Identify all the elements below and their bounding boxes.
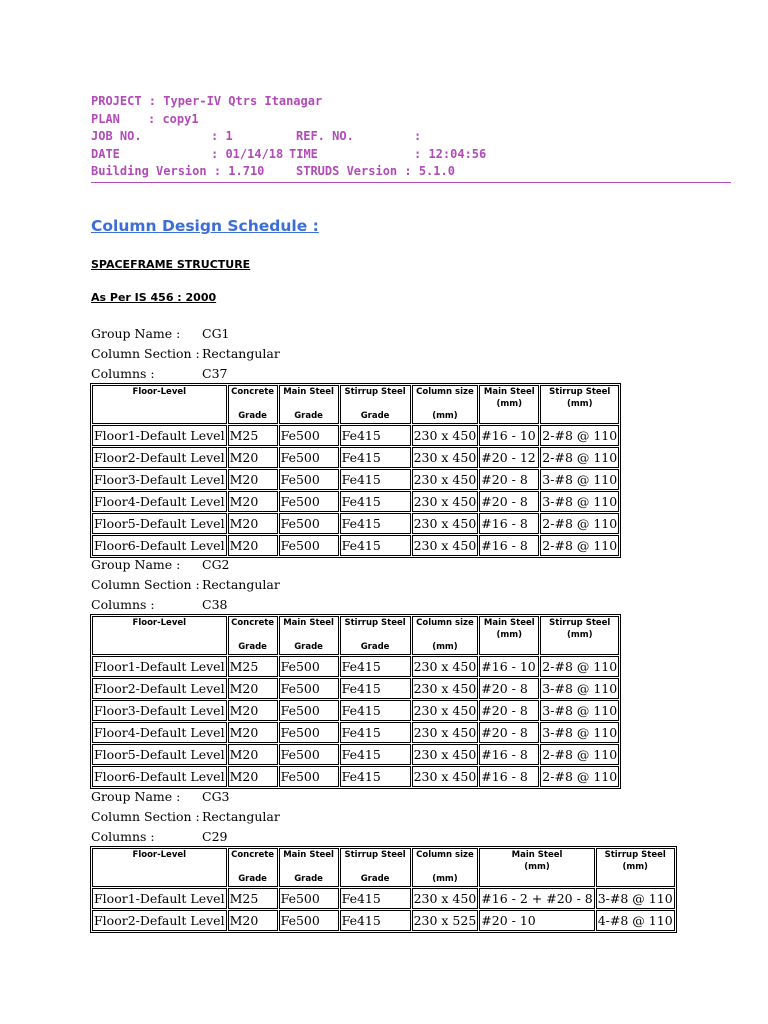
table-cell: Floor1-Default Level	[92, 425, 227, 446]
table-cell: Fe500	[279, 678, 339, 699]
table-row	[92, 535, 619, 556]
table-cell: Fe500	[279, 535, 339, 556]
header-divider	[91, 182, 731, 183]
column-section-row	[91, 807, 280, 827]
table-cell: Fe415	[340, 535, 411, 556]
table-cell: #16 - 2 + #20 - 8	[479, 888, 594, 909]
table-cell: #16 - 10	[479, 425, 539, 446]
main-steel-mm-header-unit: (mm)	[524, 862, 550, 872]
table-cell: Fe415	[340, 513, 411, 534]
group-name-label: Group Name :	[91, 789, 181, 804]
main-steel-grade-header-sub: Grade	[294, 874, 323, 884]
floor-level-header	[92, 616, 227, 655]
table-cell: M20	[228, 722, 278, 743]
column-size-header	[412, 616, 479, 655]
table-cell: Fe415	[340, 491, 411, 512]
main-steel-mm-header	[479, 385, 539, 424]
table-cell: 3-#8 @ 110	[540, 722, 619, 743]
floor-level-header-title: Floor-Level	[132, 387, 187, 397]
stirrup-steel-mm-header	[540, 616, 619, 655]
table-cell: Fe500	[279, 469, 339, 490]
table-cell: Fe415	[340, 656, 411, 677]
table-cell: 3-#8 @ 110	[596, 888, 675, 909]
table-cell: 2-#8 @ 110	[540, 656, 619, 677]
column-section-label: Column Section :	[91, 809, 200, 824]
table-cell: Fe415	[340, 910, 411, 931]
table-cell: 230 x 450	[412, 722, 479, 743]
job-value: : 1	[211, 129, 233, 144]
main-steel-grade-header-title: Main Steel	[283, 387, 334, 397]
table-cell: #16 - 8	[479, 535, 539, 556]
table-row	[92, 513, 619, 534]
table-row	[92, 700, 619, 721]
table-cell: 2-#8 @ 110	[540, 425, 619, 446]
table-cell: 3-#8 @ 110	[540, 491, 619, 512]
table-cell: Fe415	[340, 678, 411, 699]
column-section-label: Column Section :	[91, 577, 200, 592]
main-steel-grade-header-title: Main Steel	[283, 618, 334, 628]
concrete-header-sub: Grade	[238, 874, 267, 884]
table-cell: 3-#8 @ 110	[540, 700, 619, 721]
schedule-table	[90, 846, 677, 933]
building-version: Building Version : 1.710	[91, 164, 265, 179]
column-size-header-title: Column size	[416, 387, 474, 397]
table-cell: Fe415	[340, 469, 411, 490]
table-row	[92, 656, 619, 677]
floor-level-header	[92, 848, 227, 887]
stirrup-steel-mm-header	[596, 848, 675, 887]
table-cell: Fe500	[279, 425, 339, 446]
group-name-label: Group Name :	[91, 326, 181, 341]
ref-label: REF. NO.	[296, 129, 354, 144]
table-cell: M20	[228, 513, 278, 534]
column-section-row	[91, 575, 280, 595]
table-row	[92, 766, 619, 787]
table-cell: Floor2-Default Level	[92, 447, 227, 468]
table-cell: #20 - 8	[479, 678, 539, 699]
main-steel-mm-header-title: Main Steel	[483, 618, 535, 628]
structure-type: SPACEFRAME STRUCTURE	[91, 258, 251, 271]
table-cell: Floor2-Default Level	[92, 910, 227, 931]
table-cell: 2-#8 @ 110	[540, 744, 619, 765]
table-cell: 230 x 450	[412, 744, 479, 765]
time-value: : 12:04:56	[414, 146, 487, 161]
stirrup-steel-mm-header	[540, 385, 619, 424]
stirrup-steel-grade-header-title: Stirrup Steel	[344, 387, 406, 397]
schedule-table	[90, 383, 621, 558]
table-row	[92, 425, 619, 446]
table-cell: 230 x 450	[412, 766, 479, 787]
table-header-row	[92, 616, 619, 655]
stirrup-steel-grade-header-title: Stirrup Steel	[344, 618, 406, 628]
columns-list-value: C38	[202, 597, 228, 612]
table-cell: 3-#8 @ 110	[540, 678, 619, 699]
columns-list-row	[91, 364, 280, 384]
stirrup-steel-mm-header-title: Stirrup Steel	[604, 850, 666, 860]
table-cell: 230 x 450	[412, 700, 479, 721]
column-size-header	[412, 385, 479, 424]
table-cell: Fe500	[279, 513, 339, 534]
table-cell: M20	[228, 535, 278, 556]
columns-list-label: Columns :	[91, 366, 155, 381]
table-cell: Floor5-Default Level	[92, 513, 227, 534]
table-row	[92, 678, 619, 699]
column-size-header-sub: (mm)	[432, 874, 458, 884]
table-cell: Fe415	[340, 888, 411, 909]
table-cell: #20 - 12	[479, 447, 539, 468]
table-cell: #16 - 8	[479, 744, 539, 765]
table-cell: 230 x 450	[412, 447, 479, 468]
table-cell: #20 - 8	[479, 700, 539, 721]
stirrup-steel-grade-header	[340, 616, 411, 655]
table-header-row	[92, 848, 675, 887]
group-info	[91, 787, 280, 847]
column-size-header-sub: (mm)	[432, 642, 458, 652]
columns-list-label: Columns :	[91, 597, 155, 612]
main-steel-grade-header	[279, 848, 339, 887]
table-cell: M20	[228, 469, 278, 490]
columns-list-row	[91, 827, 280, 847]
stirrup-steel-mm-header-unit: (mm)	[622, 862, 648, 872]
table-cell: Fe500	[279, 888, 339, 909]
table-cell: Floor3-Default Level	[92, 469, 227, 490]
table-cell: M25	[228, 656, 278, 677]
column-section-value: Rectangular	[202, 809, 280, 824]
page-title: Column Design Schedule :	[91, 217, 319, 235]
concrete-header-title: Concrete	[231, 618, 275, 628]
table-cell: Fe500	[279, 722, 339, 743]
stirrup-steel-grade-header	[340, 848, 411, 887]
main-steel-mm-header	[479, 848, 594, 887]
table-cell: 230 x 450	[412, 888, 479, 909]
table-cell: 230 x 450	[412, 491, 479, 512]
table-row	[92, 888, 675, 909]
column-section-row	[91, 344, 280, 364]
columns-list-value: C29	[202, 829, 228, 844]
design-code: As Per IS 456 : 2000	[91, 291, 217, 304]
floor-level-header-title: Floor-Level	[132, 850, 187, 860]
table-row	[92, 491, 619, 512]
table-cell: M20	[228, 491, 278, 512]
stirrup-steel-grade-header-title: Stirrup Steel	[344, 850, 406, 860]
table-cell: M25	[228, 425, 278, 446]
column-size-header-sub: (mm)	[432, 411, 458, 421]
table-cell: Fe415	[340, 744, 411, 765]
job-label: JOB NO.	[91, 129, 142, 144]
table-row	[92, 722, 619, 743]
table-cell: Fe415	[340, 447, 411, 468]
table-cell: Fe500	[279, 910, 339, 931]
ref-value: :	[414, 129, 422, 144]
table-cell: 230 x 450	[412, 656, 479, 677]
table-cell: Floor2-Default Level	[92, 678, 227, 699]
table-cell: M20	[228, 447, 278, 468]
group-name-row	[91, 787, 280, 807]
table-row	[92, 469, 619, 490]
table-cell: M20	[228, 678, 278, 699]
stirrup-steel-mm-header-unit: (mm)	[567, 630, 593, 640]
stirrup-steel-grade-header-sub: Grade	[360, 874, 390, 884]
main-steel-mm-header-title: Main Steel	[483, 387, 535, 397]
group-name-label: Group Name :	[91, 557, 181, 572]
table-cell: Fe500	[279, 744, 339, 765]
table-cell: 230 x 525	[412, 910, 479, 931]
table-cell: Fe415	[340, 722, 411, 743]
columns-list-label: Columns :	[91, 829, 155, 844]
column-size-header-title: Column size	[416, 850, 474, 860]
stirrup-steel-grade-header-sub: Grade	[360, 411, 390, 421]
concrete-header-title: Concrete	[231, 387, 275, 397]
column-section-value: Rectangular	[202, 577, 280, 592]
table-cell: 4-#8 @ 110	[596, 910, 675, 931]
table-cell: #16 - 8	[479, 513, 539, 534]
table-cell: Floor5-Default Level	[92, 744, 227, 765]
table-cell: 2-#8 @ 110	[540, 447, 619, 468]
table-cell: Floor3-Default Level	[92, 700, 227, 721]
version-row	[91, 163, 731, 181]
table-cell: M20	[228, 910, 278, 931]
table-cell: 3-#8 @ 110	[540, 469, 619, 490]
table-cell: Fe500	[279, 447, 339, 468]
table-row	[92, 447, 619, 468]
table-cell: Fe500	[279, 491, 339, 512]
table-cell: #20 - 8	[479, 469, 539, 490]
project-row	[91, 93, 731, 111]
table-cell: M20	[228, 744, 278, 765]
main-steel-grade-header	[279, 616, 339, 655]
time-label: TIME	[289, 146, 318, 161]
floor-level-header	[92, 385, 227, 424]
table-cell: Floor6-Default Level	[92, 535, 227, 556]
table-cell: Fe500	[279, 700, 339, 721]
table-cell: Floor4-Default Level	[92, 722, 227, 743]
stirrup-steel-grade-header	[340, 385, 411, 424]
table-cell: 230 x 450	[412, 678, 479, 699]
column-section-label: Column Section :	[91, 346, 200, 361]
concrete-header-sub: Grade	[238, 411, 267, 421]
date-row	[91, 146, 731, 164]
plan-value: : copy1	[148, 111, 199, 126]
table-cell: #16 - 10	[479, 656, 539, 677]
date-label: DATE	[91, 146, 120, 161]
table-cell: #16 - 8	[479, 766, 539, 787]
main-steel-grade-header	[279, 385, 339, 424]
table-cell: M20	[228, 766, 278, 787]
table-cell: Floor6-Default Level	[92, 766, 227, 787]
job-row	[91, 128, 731, 146]
table-row	[92, 910, 675, 931]
table-cell: M20	[228, 700, 278, 721]
column-size-header-title: Column size	[416, 618, 474, 628]
table-cell: 230 x 450	[412, 513, 479, 534]
table-cell: 2-#8 @ 110	[540, 535, 619, 556]
table-cell: 230 x 450	[412, 469, 479, 490]
concrete-header	[228, 848, 278, 887]
group-name-row	[91, 555, 280, 575]
table-cell: 230 x 450	[412, 535, 479, 556]
group-name-row	[91, 324, 280, 344]
main-steel-mm-header	[479, 616, 539, 655]
main-steel-mm-header-unit: (mm)	[496, 630, 523, 640]
floor-level-header-title: Floor-Level	[132, 618, 187, 628]
main-steel-mm-header-unit: (mm)	[496, 399, 523, 409]
stirrup-steel-mm-header-unit: (mm)	[567, 399, 593, 409]
table-cell: Floor1-Default Level	[92, 888, 227, 909]
stirrup-steel-grade-header-sub: Grade	[360, 642, 390, 652]
stirrup-steel-mm-header-title: Stirrup Steel	[549, 618, 611, 628]
main-steel-grade-header-sub: Grade	[294, 411, 323, 421]
columns-list-value: C37	[202, 366, 228, 381]
group-name-value: CG2	[202, 557, 230, 572]
main-steel-mm-header-title: Main Steel	[511, 850, 563, 860]
column-size-header	[412, 848, 479, 887]
table-cell: Fe500	[279, 656, 339, 677]
concrete-header	[228, 385, 278, 424]
column-section-value: Rectangular	[202, 346, 280, 361]
date-value: : 01/14/18	[211, 146, 284, 161]
table-cell: #20 - 10	[479, 910, 594, 931]
main-steel-grade-header-sub: Grade	[294, 642, 323, 652]
main-steel-grade-header-title: Main Steel	[283, 850, 334, 860]
table-cell: M25	[228, 888, 278, 909]
concrete-header-title: Concrete	[231, 850, 275, 860]
group-name-value: CG1	[202, 326, 230, 341]
table-cell: Fe500	[279, 766, 339, 787]
table-cell: 230 x 450	[412, 425, 479, 446]
report-header	[91, 93, 731, 181]
plan-label: PLAN	[91, 111, 120, 126]
table-cell: Floor1-Default Level	[92, 656, 227, 677]
table-cell: #20 - 8	[479, 722, 539, 743]
columns-list-row	[91, 595, 280, 615]
group-info	[91, 555, 280, 615]
table-cell: 2-#8 @ 110	[540, 766, 619, 787]
table-cell: Fe415	[340, 425, 411, 446]
plan-row	[91, 111, 731, 129]
table-cell: Fe415	[340, 766, 411, 787]
table-cell: #20 - 8	[479, 491, 539, 512]
table-row	[92, 744, 619, 765]
group-name-value: CG3	[202, 789, 230, 804]
schedule-table	[90, 614, 621, 789]
concrete-header-sub: Grade	[238, 642, 267, 652]
project-label: PROJECT : Typer-IV Qtrs Itanagar	[91, 94, 323, 108]
table-cell: Fe415	[340, 700, 411, 721]
group-info	[91, 324, 280, 384]
table-cell: 2-#8 @ 110	[540, 513, 619, 534]
concrete-header	[228, 616, 278, 655]
struds-version: STRUDS Version : 5.1.0	[296, 164, 455, 179]
stirrup-steel-mm-header-title: Stirrup Steel	[549, 387, 611, 397]
table-cell: Floor4-Default Level	[92, 491, 227, 512]
table-header-row	[92, 385, 619, 424]
